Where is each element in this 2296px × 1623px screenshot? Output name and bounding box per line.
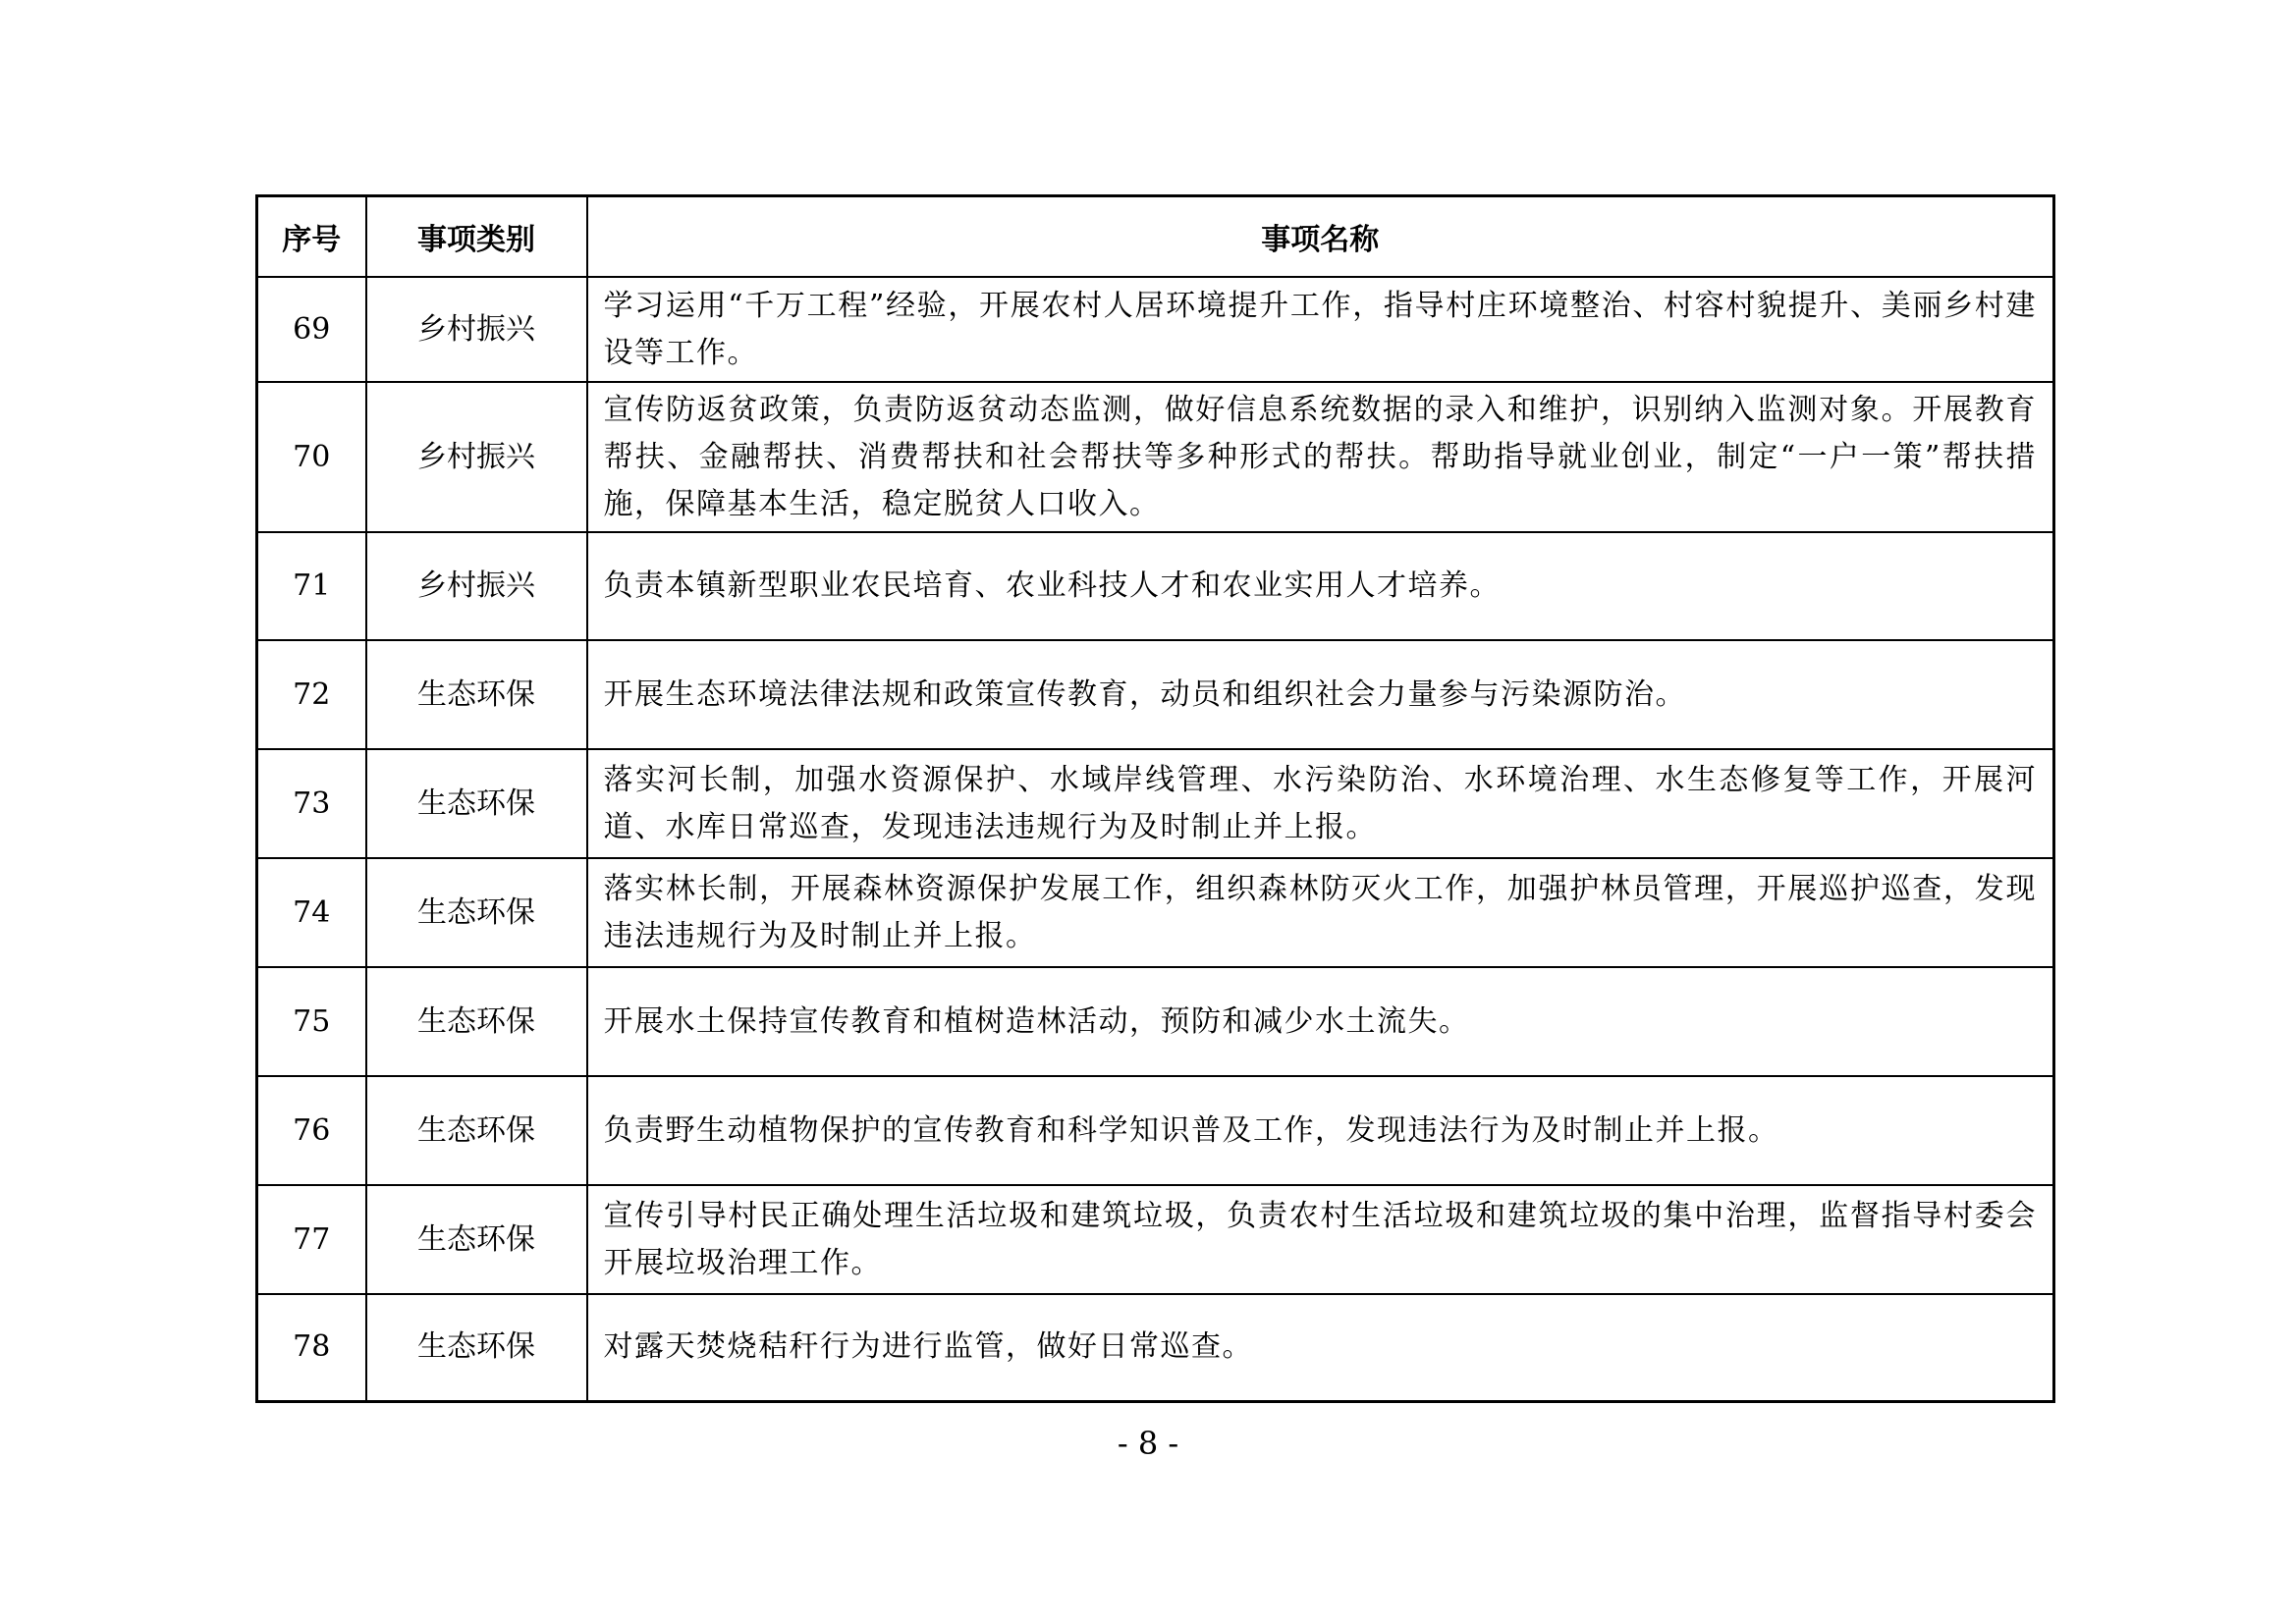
item-name-cell: 落实河长制，加强水资源保护、水域岸线管理、水污染防治、水环境治理、水生态修复等工作，开展河道、水库日常巡查，发现违法违规行为及时制止并上报。 — [587, 749, 2054, 858]
item-name-cell: 开展水土保持宣传教育和植树造林活动，预防和减少水土流失。 — [587, 967, 2054, 1076]
page-number: - 8 - — [1117, 1425, 1179, 1462]
serial-number-cell: 77 — [257, 1185, 366, 1294]
category-cell: 生态环保 — [366, 858, 587, 967]
serial-number-cell: 75 — [257, 967, 366, 1076]
header-row — [257, 196, 2054, 278]
item-name-cell: 宣传引导村民正确处理生活垃圾和建筑垃圾，负责农村生活垃圾和建筑垃圾的集中治理，监督指导村委会开展垃圾治理工作。 — [587, 1185, 2054, 1294]
category-cell: 生态环保 — [366, 1294, 587, 1401]
table-row — [257, 382, 2054, 532]
matters-table — [255, 194, 2055, 1403]
serial-number-cell: 73 — [257, 749, 366, 858]
table-row — [257, 1185, 2054, 1294]
serial-number-cell: 78 — [257, 1294, 366, 1401]
header-item-name: 事项名称 — [587, 196, 2054, 278]
table-row — [257, 532, 2054, 640]
table-row — [257, 749, 2054, 858]
header-category: 事项类别 — [366, 196, 587, 278]
item-name-cell: 学习运用“千万工程”经验，开展农村人居环境提升工作，指导村庄环境整治、村容村貌提升、美丽乡村建设等工作。 — [587, 277, 2054, 382]
category-cell: 乡村振兴 — [366, 277, 587, 382]
item-name-cell: 宣传防返贫政策，负责防返贫动态监测，做好信息系统数据的录入和维护，识别纳入监测对象。开展教育帮扶、金融帮扶、消费帮扶和社会帮扶等多种形式的帮扶。帮助指导就业创业，制定“一户一策”帮扶措施，保障基本生活，稳定脱贫人口收入。 — [587, 382, 2054, 532]
category-cell: 生态环保 — [366, 749, 587, 858]
category-cell: 生态环保 — [366, 640, 587, 749]
serial-number-cell: 74 — [257, 858, 366, 967]
table-body — [257, 277, 2054, 1401]
serial-number-cell: 76 — [257, 1076, 366, 1185]
item-name-cell: 落实林长制，开展森林资源保护发展工作，组织森林防灭火工作，加强护林员管理，开展巡护巡查，发现违法违规行为及时制止并上报。 — [587, 858, 2054, 967]
serial-number-cell: 72 — [257, 640, 366, 749]
item-name-cell: 负责野生动植物保护的宣传教育和科学知识普及工作，发现违法行为及时制止并上报。 — [587, 1076, 2054, 1185]
item-name-cell: 开展生态环境法律法规和政策宣传教育，动员和组织社会力量参与污染源防治。 — [587, 640, 2054, 749]
category-cell: 乡村振兴 — [366, 382, 587, 532]
table-header — [257, 196, 2054, 278]
item-name-cell: 对露天焚烧秸秆行为进行监管，做好日常巡查。 — [587, 1294, 2054, 1401]
table-row — [257, 858, 2054, 967]
table-row — [257, 640, 2054, 749]
category-cell: 生态环保 — [366, 967, 587, 1076]
serial-number-cell: 70 — [257, 382, 366, 532]
item-name-cell: 负责本镇新型职业农民培育、农业科技人才和农业实用人才培养。 — [587, 532, 2054, 640]
serial-number-cell: 71 — [257, 532, 366, 640]
serial-number-cell: 69 — [257, 277, 366, 382]
header-serial-number: 序号 — [257, 196, 366, 278]
category-cell: 生态环保 — [366, 1185, 587, 1294]
table-row — [257, 1076, 2054, 1185]
table-row — [257, 277, 2054, 382]
table-row — [257, 967, 2054, 1076]
category-cell: 生态环保 — [366, 1076, 587, 1185]
table-row — [257, 1294, 2054, 1401]
category-cell: 乡村振兴 — [366, 532, 587, 640]
